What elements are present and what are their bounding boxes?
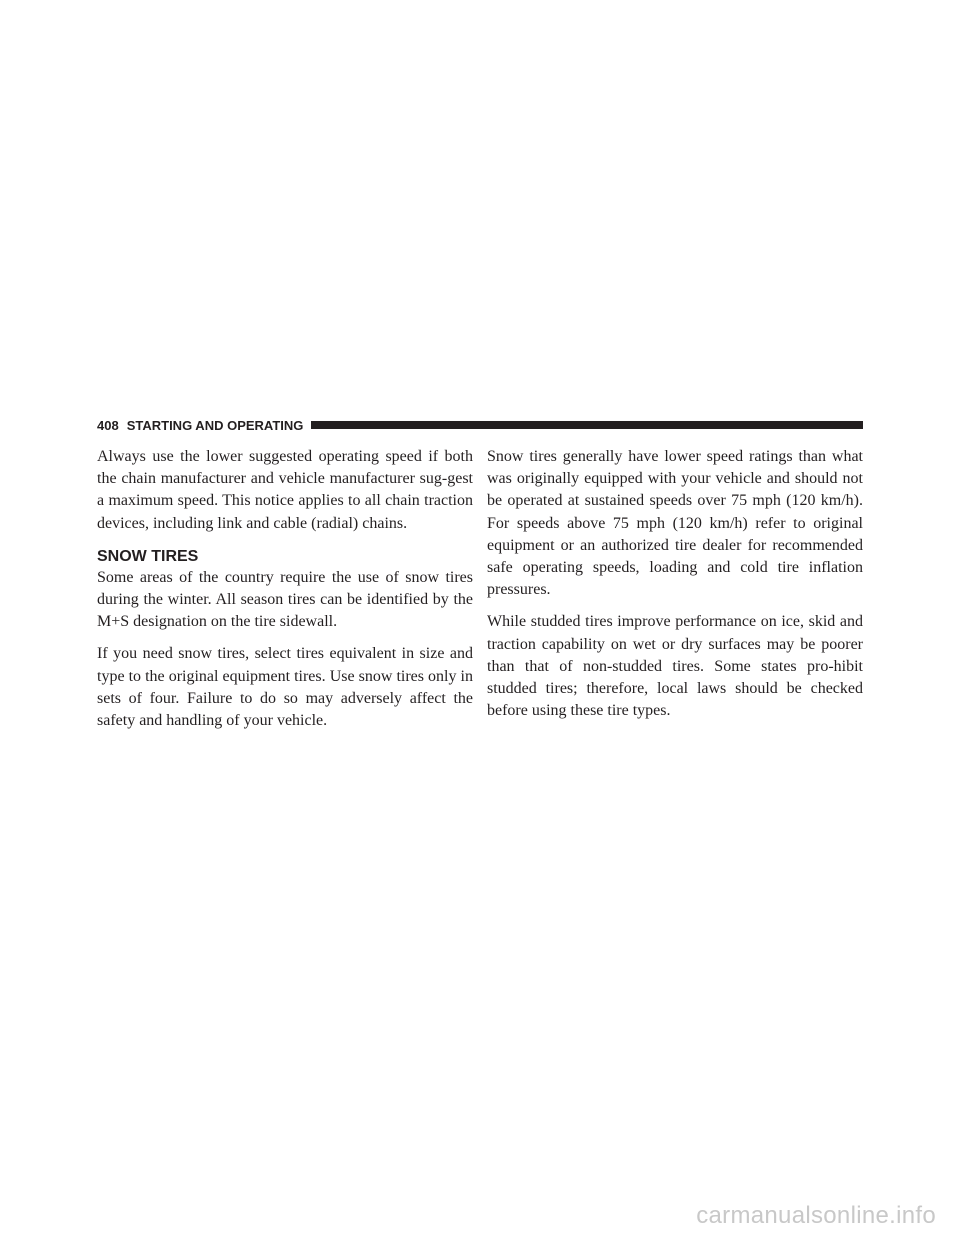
studded-tires-paragraph: While studded tires improve performance on ice, skid and traction capability on wet or dry surfaces may be poorer than that of non-studded tires. Some states pro-hibit studded tires; therefore, local laws should be checked before using these tire types.	[487, 613, 863, 720]
snow-tires-selection-paragraph: If you need snow tires, select tires equivalent in size and type to the original equipment tires. Use snow tires only in sets of four. Failure to do so may adversely affect the safety and handling of your vehicle.	[97, 645, 473, 730]
snow-tires-speed-paragraph: Snow tires generally have lower speed ratings than what was originally equipped with your vehicle and should not be operated at sustained speeds over 75 mph (120 km/h). For speeds above 75 mph (120 km/h) refer to original equipment or an authorized tire dealer for recommended safe operating speeds, loading and cold tire inflation pressures.	[487, 448, 863, 599]
snow-tires-intro-paragraph: Some areas of the country require the use of snow tires during the winter. All season tires can be identified by the M+S designation on the tire sidewall.	[97, 568, 473, 631]
right-column	[487, 446, 863, 732]
header-rule	[311, 421, 863, 429]
footer-watermark: carmanualsonline.info	[696, 1202, 936, 1229]
chain-speed-paragraph: Always use the lower suggested operating speed if both the chain manufacturer and vehicle manufacturer sug-gest a maximum speed. This notice applies to all chain traction devices, including link and cable (radial) chains.	[97, 448, 473, 532]
page-header	[97, 416, 863, 434]
page-number: 408	[97, 417, 119, 433]
section-title: STARTING AND OPERATING	[126, 417, 304, 433]
left-column	[97, 446, 473, 742]
section-heading-snow-tires: SNOW TIRES	[97, 547, 199, 565]
